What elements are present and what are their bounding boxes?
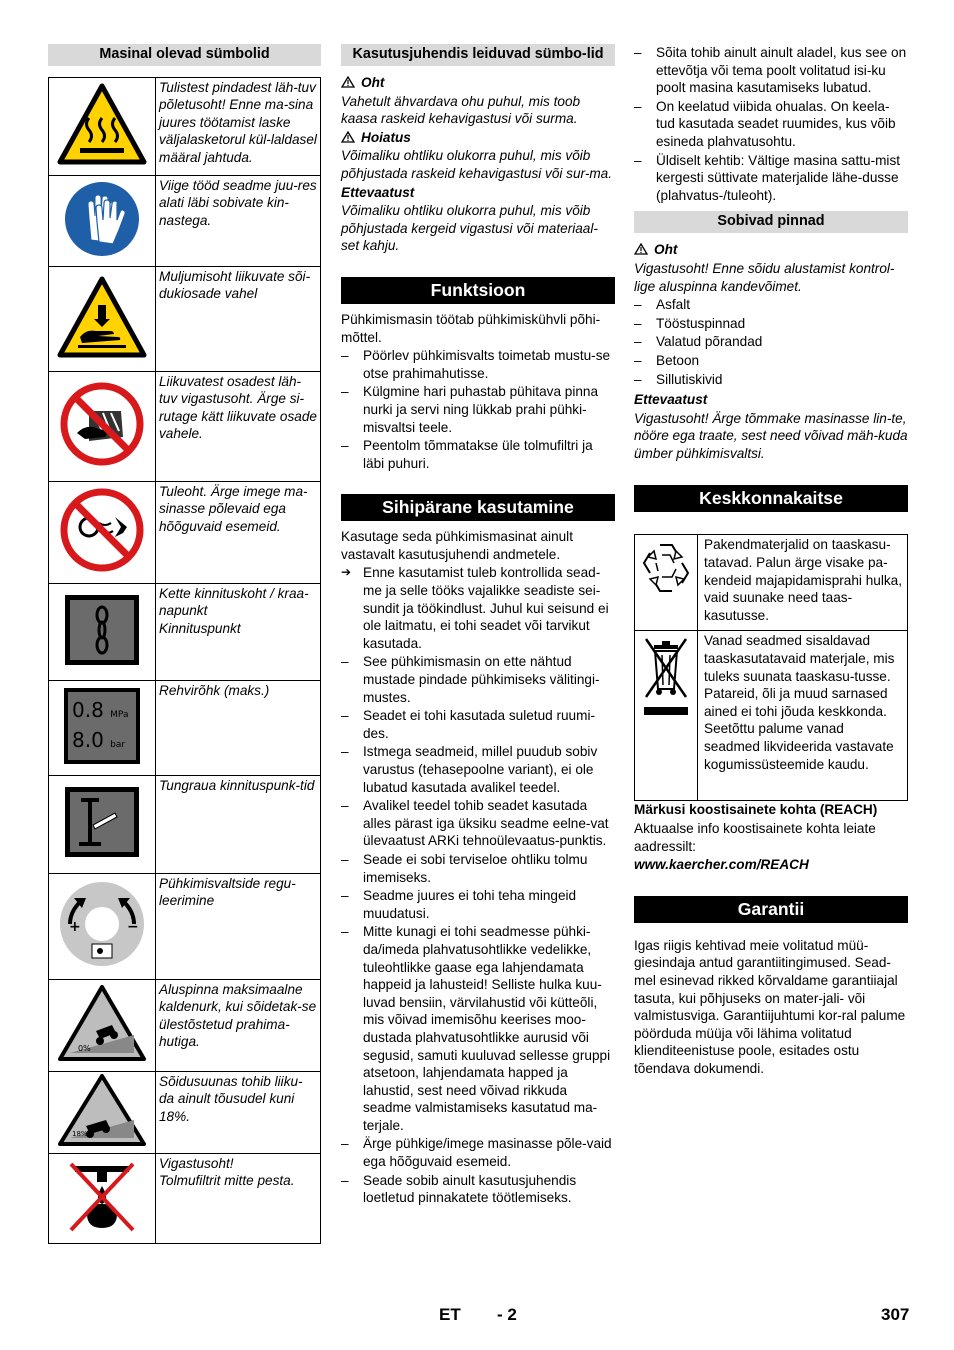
list-item: – Seadet ei tohi kasutada suletud ruumi-des. xyxy=(341,707,615,742)
table-row xyxy=(49,482,321,584)
hand-crush-warning-icon xyxy=(56,275,148,359)
symbol-description: Liikuvatest osadest läh-tuv vigastusoht. Ärge si-rutage kätt liikuvate osade vahele. xyxy=(156,372,321,482)
surfaces-column xyxy=(634,44,908,1079)
slope-label: 18% xyxy=(72,1130,88,1139)
pressure-mpa-value: 0.8 xyxy=(72,697,104,722)
warning-triangle-icon xyxy=(341,76,355,88)
warning-title: Hoiatus xyxy=(341,129,615,147)
function-list xyxy=(341,347,615,472)
no-burning-objects-icon xyxy=(59,487,145,573)
warranty-text: Igas riigis kehtivad meie volitatud müü-giesindaja antud garantiitingimused. Sead-mel esinevad rikked kõrvaldame garantiiajal tasuta, kui põhjuseks on mater-jali- või valmistusviga. Garantiijuhtumi kor-ral palume pöörduda müüja või lähima volitatud klienditeenistuse poole, esitades ostu tõendava dokumendi. xyxy=(634,937,906,1076)
table-row xyxy=(49,874,321,980)
footer-local-page: - 2 xyxy=(497,1305,517,1324)
symbol-description: Pühkimisvaltside regu-leerimine xyxy=(156,874,321,980)
minus-sign: − xyxy=(127,919,139,936)
pressure-bar-unit: bar xyxy=(110,739,126,750)
symbol-description: Muljumisoht liikuvate sõi-dukiosade vahel xyxy=(156,267,321,372)
symbol-description: Sõidusuunas tohib liiku-da ainult tõusudel kuni 18%. xyxy=(156,1072,321,1154)
pressure-mpa-unit: MPa xyxy=(110,709,129,720)
caution-text: Võimaliku ohtliku olukorra puhul, mis võib põhjustada kergeid vigastusi või materiaal-set kahju. xyxy=(341,203,598,254)
function-heading: Funktsioon xyxy=(341,277,615,304)
list-item: – Betoon xyxy=(634,352,908,370)
surfaces-list xyxy=(634,296,908,388)
machine-symbols-heading: Masinal olevad sümbolid xyxy=(48,44,321,66)
no-hand-moving-parts-icon xyxy=(59,381,145,467)
max-slope-warning-icon xyxy=(56,983,148,1063)
table-row xyxy=(49,584,321,681)
warning-triangle-icon xyxy=(341,131,355,143)
symbol-description: Aluspinna maksimaalne kaldenurk, kui sõidetak-se ülestõstetud prahima-hutiga. xyxy=(156,980,321,1072)
no-washing-filter-icon xyxy=(63,1156,141,1236)
intended-use-list-continued xyxy=(634,44,908,204)
table-row xyxy=(635,631,908,801)
list-item: – Avalikel teedel tohib seadet kasutada alles pärast iga üksiku seadme eelne-vat ülevaatust ARKi tehnoülevaatus-punktis. xyxy=(341,797,615,850)
symbol-description: Tuleoht. Ärge imege ma-sinasse põlevaid ega hõõguvaid esemeid. xyxy=(156,482,321,584)
machine-symbols-table xyxy=(48,77,321,1244)
list-item: – Pöörlev pühkimisvalts toimetab mustu-se otse prahimahutisse. xyxy=(341,347,615,382)
table-row xyxy=(49,776,321,874)
reach-title: Märkusi koostisainete kohta (REACH) xyxy=(634,802,878,818)
reach-text: Aktuaalse info koostisainete kohta leiate aadressilt: xyxy=(634,821,876,854)
warranty-heading: Garantii xyxy=(634,896,908,923)
plus-sign: + xyxy=(69,919,81,936)
intended-use-intro: Kasutage seda pühkimismasinat ainult vastavalt kasutusjuhendi andmetele. xyxy=(341,529,573,562)
manual-symbols-heading: Kasutusjuhendis leiduvad sümbo-lid xyxy=(341,44,615,66)
list-item: – Sõita tohib ainult ainult aladel, kus see on ettevõtja või tema poolt volitatud isi-ku poolt masina kasutamiseks lubatud. xyxy=(634,44,908,97)
slope-direction-warning-icon xyxy=(56,1072,148,1148)
hot-surface-warning-icon xyxy=(56,82,148,166)
list-item: – Tööstuspinnad xyxy=(634,315,908,333)
list-item: – See pühkimismasin on ette nähtud mustade pindade pühkimiseks välitingi-mustes. xyxy=(341,653,615,706)
table-row xyxy=(49,78,321,176)
list-item: – Ärge pühkige/imege masinasse põle-vaid ega hõõguvaid esemeid. xyxy=(341,1135,615,1170)
function-intro: Pühkimismasin töötab pühkimiskühvli põhi-mõttel. xyxy=(341,311,601,345)
list-item: – Valatud põrandad xyxy=(634,333,908,351)
table-row xyxy=(49,1154,321,1244)
danger-text: Vahetult ähvardava ohu puhul, mis toob kaasa raskeid kehavigastusi või surma. xyxy=(341,93,581,127)
jack-point-icon xyxy=(63,785,141,859)
environment-table xyxy=(634,534,908,801)
symbols-column xyxy=(48,44,321,1244)
symbol-description: Tungraua kinnituspunk-tid xyxy=(156,776,321,874)
warning-triangle-icon xyxy=(634,243,648,255)
intended-use-list xyxy=(341,564,615,1206)
environment-description: Pakendmaterjalid on taaskasu-tatavad. Palun ärge visake pa-kendeid majapidamisprahi hulka, vaid suunake need taas-kasutusse. xyxy=(698,535,908,631)
pressure-bar-value: 8.0 xyxy=(72,727,104,752)
slope-label: 0% xyxy=(78,1044,91,1054)
suitable-surfaces-heading: Sobivad pinnad xyxy=(634,211,908,233)
footer-language: ET xyxy=(439,1305,461,1324)
symbol-description: Kette kinnituskoht / kraa-napunkt Kinnituspunkt xyxy=(156,584,321,681)
chain-fastening-point-icon xyxy=(63,593,141,667)
wear-gloves-icon xyxy=(63,180,141,258)
table-row xyxy=(49,1072,321,1154)
table-row xyxy=(635,535,908,631)
roller-adjustment-icon xyxy=(58,880,146,968)
recycling-icon xyxy=(638,535,694,599)
danger-title: Oht xyxy=(341,74,615,92)
list-item: – Seade ei sobi terviseloe ohtliku tolmu imemiseks. xyxy=(341,851,615,886)
crossed-bin-icon xyxy=(638,631,694,723)
list-item: – Seade sobib ainult kasutusjuhendis loetletud pinnakatete töötlemiseks. xyxy=(341,1172,615,1207)
list-item: – Sillutiskivid xyxy=(634,371,908,389)
list-item: – Peentolm tõmmatakse üle tolmufiltri ja läbi puhuri. xyxy=(341,437,615,472)
table-row xyxy=(49,372,321,482)
environment-description: Vanad seadmed sisaldavad taaskasutatavaid materjale, mis tuleks suunata taaskasu-tusse. Patareid, õli ja muud sarnased ained ei tohi jõuda keskkonda. Seetõttu palume vanad seadmed likvideerida vastavate kogumissüsteemide kaudu. xyxy=(698,631,908,801)
table-row xyxy=(49,267,321,372)
environment-heading: Keskkonnakaitse xyxy=(634,485,908,512)
symbol-description: Vigastusoht! Tolmufiltrit mitte pesta. xyxy=(156,1154,321,1244)
list-item: – Mitte kunagi ei tohi seadmesse pühki-da/imeda plahvatusohtlikke vedelikke, tuleohtlikke gaase ega lahjendamata happeid ja lahusteid! Selliste hulka kuu-luvad bensiin, värvilahustid või kütteõli, mis võivad imemisõhu keerises moo-dustada plahvatusohtlikke aurusid või segusid, samuti kuuluvad sellesse gruppi atsetoon, lahjendamata happed ja lahustid, sest need võivad rikkuda seadme valmistamiseks kasutatud ma-terjale. xyxy=(341,923,615,1134)
list-item: – Külgmine hari puhastab pühitava pinna nurki ja servi ning lükkab prahi pühki-misvaltsi teele. xyxy=(341,383,615,436)
symbol-description: Viige tööd seadme juu-res alati läbi sobivate kin-nastega. xyxy=(156,176,321,267)
list-item: – Seadme juures ei tohi teha mingeid muudatusi. xyxy=(341,887,615,922)
caution-title: Ettevaatust xyxy=(634,392,708,408)
symbol-description: Tulistest pindadest läh-tuv põletusoht! Enne ma-sina juures töötamist laske väljalasketorul kül-laldasel määral jahtuda. xyxy=(156,78,321,176)
table-row xyxy=(49,681,321,776)
danger-text: Vigastusoht! Enne sõidu alustamist kontrol-lige aluspinna kandevõimet. xyxy=(634,260,895,294)
caution-text: Vigastusoht! Ärge tõmmake masinasse lin-te, nööre ega traate, sest need võivad mäh-kuda ümber pühkimisvaltsi. xyxy=(634,410,908,461)
list-item: ➔ Enne kasutamist tuleb kontrollida sead-me ja selle tööks vajalikke seadiste sei-sundit ja töökindlust. Juhul kui seisund ei ole laitmatu, ei tohi seadet või tarvikut kasutada. xyxy=(341,564,615,652)
danger-title: Oht xyxy=(634,241,908,259)
intended-use-heading: Sihipärane kasutamine xyxy=(341,494,615,521)
manual-column xyxy=(341,44,615,1208)
list-item: – Üldiselt kehtib: Vältige masina sattu-mist kergesti süttivate materjalide lähe-dusse (plahvatus-/tuleoht). xyxy=(634,152,908,205)
tyre-pressure-icon xyxy=(64,688,140,764)
table-row xyxy=(49,176,321,267)
warning-text: Võimaliku ohtliku olukorra puhul, mis võib põhjustada raskeid kehavigastusi või sur-ma. xyxy=(341,148,613,181)
list-item: – On keelatud viibida ohualas. On keela-tud kasutada seadet ruumides, kus võib esineda plahvatusohtu. xyxy=(634,98,908,151)
symbol-description: Rehvirõhk (maks.) xyxy=(156,681,321,776)
list-item: – Istmega seadmeid, millel puudub sobiv varustus (tehasepoolne variant), ei ole lubatud kasutada avalikel teedel. xyxy=(341,743,615,796)
reach-link[interactable]: www.kaercher.com/REACH xyxy=(634,857,809,873)
footer-page-number: 307 xyxy=(881,1305,910,1324)
caution-title: Ettevaatust xyxy=(341,184,415,200)
list-item: – Asfalt xyxy=(634,296,908,314)
table-row xyxy=(49,980,321,1072)
